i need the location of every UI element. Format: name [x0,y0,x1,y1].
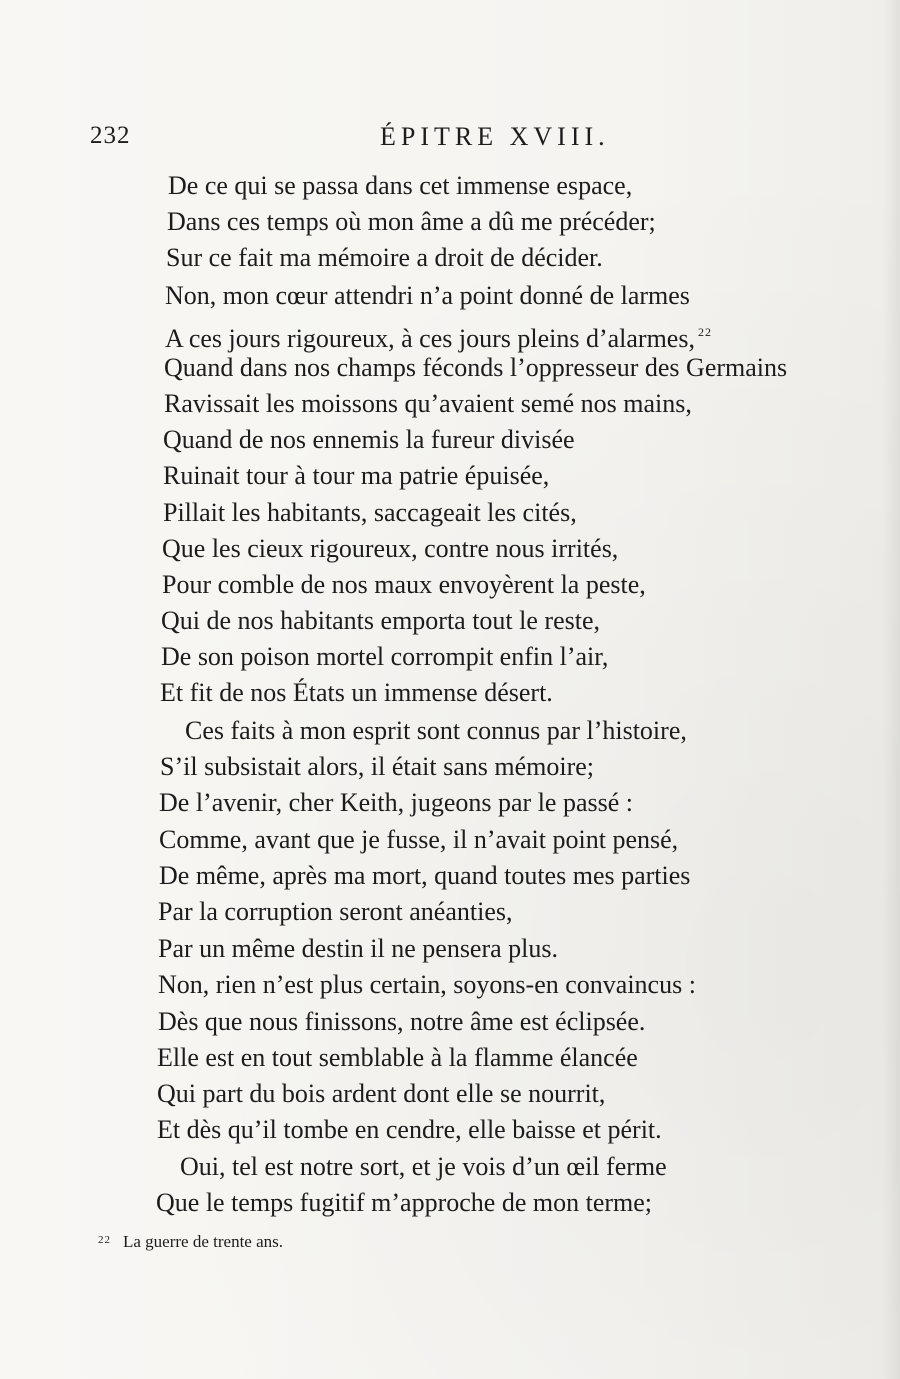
verse-line: Et fit de nos États un immense désert. [160,678,553,707]
verse-text: A ces jours rigoureux, à ces jours pleins d’alarmes, [165,324,695,353]
verse-line: De l’avenir, cher Keith, jugeons par le passé : [159,788,634,817]
verse-line: Par un même destin il ne pensera plus. [158,934,559,963]
footnote [98,1232,283,1252]
verse-line: De même, après ma mort, quand toutes mes parties [159,861,691,890]
verse-line: Dans ces temps où mon âme a dû me précéder; [167,207,656,236]
verse-line-indented: Oui, tel est notre sort, et je vois d’un œil ferme [180,1152,667,1181]
verse-line: Par la corruption seront anéanties, [158,897,513,926]
verse-line: Sur ce fait ma mémoire a droit de décider. [166,243,603,272]
verse-line: Pillait les habitants, saccageait les cités, [163,498,577,527]
verse-line: De ce qui se passa dans cet immense espace, [168,171,633,200]
verse-line: Et dès qu’il tombe en cendre, elle baisse et périt. [157,1115,662,1144]
verse-line: S’il subsistait alors, il était sans mémoire; [160,752,595,781]
page-header [0,118,900,158]
verse-line: Comme, avant que je fusse, il n’avait point pensé, [159,825,679,854]
footnote-text: La guerre de trente ans. [123,1232,283,1251]
page-number: 232 [90,122,131,149]
verse-line: Quand dans nos champs féconds l’oppresseur des Germains [164,353,788,382]
verse-line: Que les cieux rigoureux, contre nous irrités, [162,534,619,563]
verse-line: De son poison mortel corrompit enfin l’air, [161,642,609,671]
verse-line: Ruinait tour à tour ma patrie épuisée, [163,461,550,490]
verse-line-with-footnote-ref [165,314,712,353]
verse-line-indented: Ces faits à mon esprit sont connus par l’histoire, [185,716,687,745]
verse-line: Dès que nous finissons, notre âme est éclipsée. [158,1007,646,1036]
verse-line: Ravissait les moissons qu’avaient semé nos mains, [164,389,692,418]
verse-line: Quand de nos ennemis la fureur divisée [163,425,575,454]
verse-line: Non, rien n’est plus certain, soyons-en convaincus : [158,970,696,999]
footnote-number: 22 [98,1234,111,1246]
running-title: ÉPITRE XVIII. [380,122,610,151]
verse-line: Non, mon cœur attendri n’a point donné de larmes [165,281,690,310]
page-edge-shadow [882,0,900,1379]
footnote-reference: 22 [697,325,712,339]
verse-line: Qui part du bois ardent dont elle se nourrit, [157,1079,606,1108]
verse-line: Que le temps fugitif m’approche de mon terme; [156,1188,653,1217]
verse-line: Elle est en tout semblable à la flamme élancée [157,1043,638,1072]
verse-line: Qui de nos habitants emporta tout le reste, [161,606,601,635]
verse-line: Pour comble de nos maux envoyèrent la peste, [162,570,646,599]
